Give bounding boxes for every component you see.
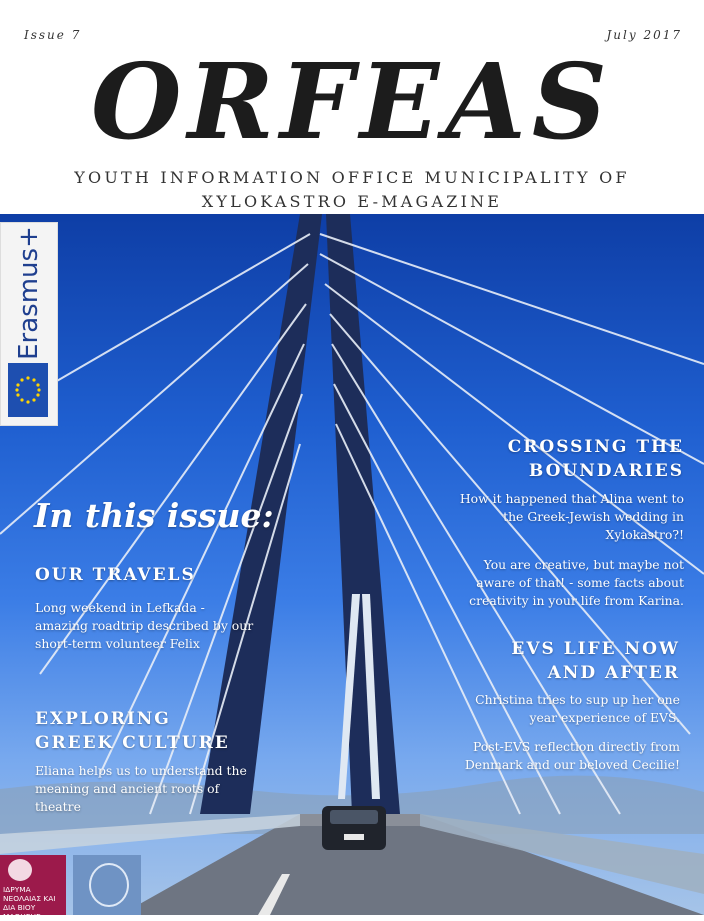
issue-date: July 2017 bbox=[606, 28, 682, 42]
section-exploring-greek-culture-title: EXPLORING GREEK CULTURE bbox=[35, 709, 230, 753]
issue-number: Issue 7 bbox=[24, 28, 82, 42]
ineden-logo bbox=[0, 855, 66, 921]
section-crossing-boundaries-title: CROSSING THE BOUNDARIES bbox=[507, 437, 684, 481]
pylon-right-leg bbox=[326, 214, 400, 814]
erasmus-plus-logo-text: Erasmus+ bbox=[14, 226, 44, 360]
section-crossing-boundaries-text-2: You are creative, but maybe not aware of that! - some facts about creativity in your life from Karina. bbox=[469, 557, 684, 608]
ineden-mark-icon bbox=[8, 859, 32, 881]
partner-logo bbox=[73, 855, 141, 915]
magazine-subtitle bbox=[30, 166, 674, 214]
magazine-title: ORFEAS bbox=[91, 40, 613, 163]
in-this-issue-heading: In this issue: bbox=[34, 496, 274, 535]
section-exploring-greek-culture-text: Eliana helps us to understand the meaning and ancient roots of theatre bbox=[35, 763, 247, 814]
section-evs-life-text-1: Christina tries to sup up her one year experience of EVS. bbox=[475, 692, 680, 725]
ineden-logo-text: ΙΔΡΥΜΑ ΝΕΟΛΑΙΑΣ ΚΑΙ ΔΙΑ ΒΙΟΥ ΜΑΘΗΣΗΣ bbox=[3, 885, 56, 921]
car-plate bbox=[344, 834, 364, 840]
eu-flag-icon bbox=[8, 363, 48, 417]
partner-emblem-icon bbox=[89, 863, 129, 907]
section-evs-life-text-2: Post-EVS reflection directly from Denmark and our beloved Cecilie! bbox=[464, 739, 680, 772]
section-our-travels-title: OUR TRAVELS bbox=[35, 565, 196, 585]
subtitle-line-1: YOUTH INFORMATION OFFICE MUNICIPALITY OF bbox=[74, 168, 630, 187]
erasmus-plus-badge bbox=[0, 222, 58, 426]
section-our-travels-text: Long weekend in Lefkada - amazing roadtrip described by our short-term volunteer Felix bbox=[35, 600, 254, 651]
section-evs-life-title: EVS LIFE NOW AND AFTER bbox=[511, 639, 680, 683]
subtitle-line-2: XYLOKASTRO E-MAGAZINE bbox=[201, 192, 503, 211]
car-window bbox=[330, 810, 378, 824]
section-crossing-boundaries-text-1: How it happened that Alina went to the Greek-Jewish wedding in Xylokastro?! bbox=[459, 491, 684, 542]
eu-stars-icon bbox=[8, 363, 48, 417]
